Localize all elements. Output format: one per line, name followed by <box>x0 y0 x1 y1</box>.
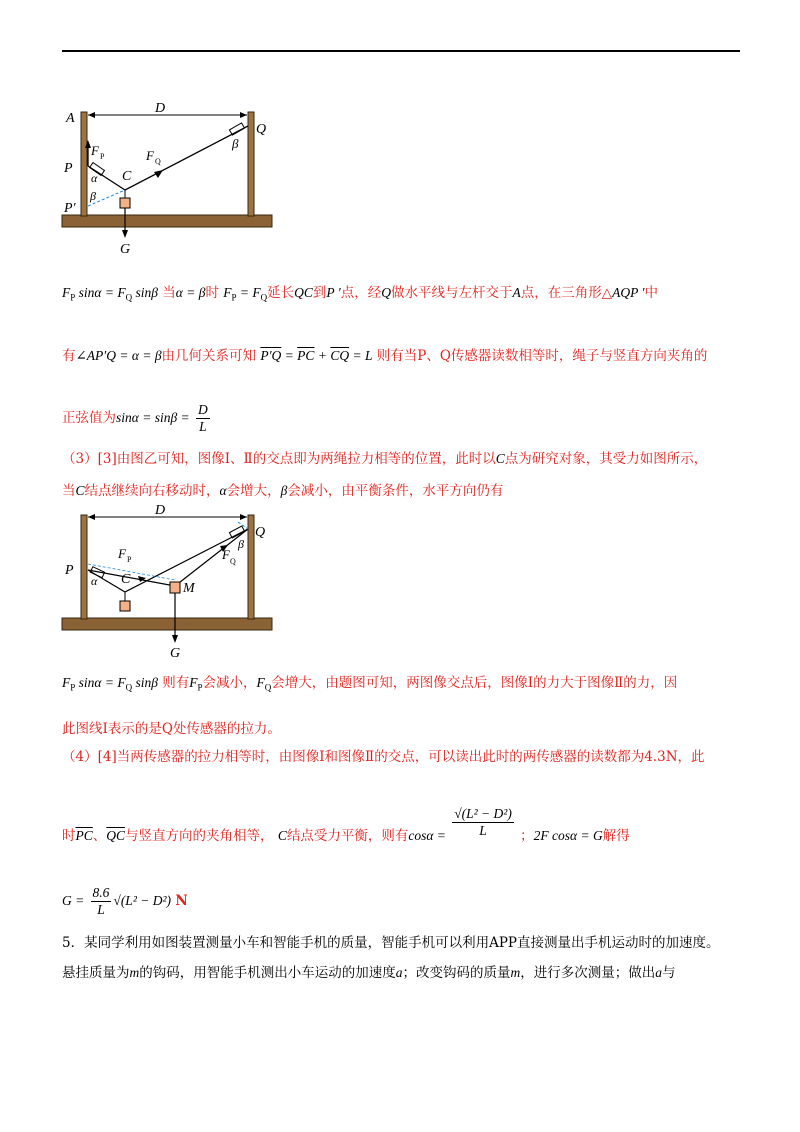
fig2-label-c: C <box>121 572 131 587</box>
label-fq: F <box>146 148 154 163</box>
fig2-label-q: Q <box>255 525 266 540</box>
label-fq-sub: Q <box>155 157 161 166</box>
label-fp-sub: P <box>100 152 105 161</box>
fig2-label-fq-sub: Q <box>230 557 236 566</box>
label-p: P <box>64 161 73 176</box>
question-5-line-1: 5．某同学利用如图装置测量小车和智能手机的质量，智能手机可以利用APP直接测量出手机运动时的加速度。 <box>62 935 720 951</box>
fig2-label-g: G <box>170 646 181 660</box>
para-3-line-1: （3）[3]由图乙可知，图像Ⅰ、Ⅱ的交点即为两绳拉力相等的位置，此时以C点为研究对象，其受力如图所示， <box>62 451 708 467</box>
text-line-2: 有∠AP′Q = α = β由几何关系可知 $P'Q = \overline{PC} + \overline{CQ} = L$ 则有当P、Q传感器读数相等时，绳子与竖直方向夹角的 <box>62 348 708 364</box>
fig2-label-d: D <box>155 503 166 518</box>
fraction-root-over-l: $\frac{\text{√(L² − D²)}}{L}$ <box>454 806 512 838</box>
label-p-prime: P′ <box>64 201 76 216</box>
fig2-label-p: P <box>65 563 74 578</box>
label-fp: F <box>91 143 99 158</box>
fig2-label-fp: F <box>118 546 126 561</box>
label-q: Q <box>256 122 267 137</box>
para-4-line-1: （4）[4]当两传感器的拉力相等时，由图像Ⅰ和图像Ⅱ的交点，可以读出此时的两传感器的读数都为4.3N，此 <box>62 749 705 765</box>
label-d: D <box>155 101 166 116</box>
fig2-label-m: M <box>183 581 195 596</box>
fraction-8-6-over-l: $\frac{8.6}{L}$ <box>92 885 110 917</box>
fig2-label-alpha: α <box>91 574 98 588</box>
fig2-label-fp-sub: P <box>127 555 132 564</box>
text-line-6: 时$\overline{PC}$、$\overline{QC}$与竖直方向的夹角相等， C结点受力平衡，则有cosα = $\frac{\text{√(L² − D²)}}{L}$ ；2F cosα = G解得 <box>62 806 630 844</box>
label-g: G <box>120 242 131 257</box>
label-alpha: α <box>91 171 98 185</box>
fig2-label-fq: F <box>222 547 230 562</box>
text-line-5: 此图线Ⅰ表示的是Q处传感器的拉力。 <box>62 721 281 737</box>
label-c: C <box>122 169 132 184</box>
para-3-line-2: 当C结点继续向右移动时，α会增大，β会减小，由平衡条件，水平方向仍有 <box>62 483 504 499</box>
figure-1-diagram <box>58 100 278 260</box>
text-line-7: G = $\frac{8.6}{L}$ √(L² − D²) N <box>62 885 188 917</box>
text-line-1: $F_P$ $\sin\alpha = F_Q$ sinβ 当α = β时 $F_P = F_Q$延长QC到P ′点，经Q做水平线与左杆交于A点，在三角形△AQP ′中 <box>62 285 658 303</box>
fraction-d-over-l: $\frac{D}{L}$ <box>197 402 208 434</box>
header-rule <box>62 50 740 52</box>
label-beta-1: β <box>232 136 239 151</box>
fig2-label-beta: β <box>238 537 244 551</box>
question-5-line-2: 悬挂质量为m的钩码，用智能手机测出小车运动的加速度a；改变钩码的质量m，进行多次测量；做出a与 <box>62 965 676 981</box>
label-beta-2: β <box>90 189 96 203</box>
figure-2-diagram <box>58 502 278 660</box>
text-line-3: 正弦值为sinα = sinβ = $\frac{D}{L}$ <box>62 402 208 434</box>
label-a: A <box>66 111 75 126</box>
text-line-4: $F_P$ $\sin\alpha = F_Q$ sinβ 则有$F_P$会减小，$F_Q$会增大，由题图可知，两图像交点后，图像Ⅰ的力大于图像Ⅱ的力，因 <box>62 675 678 693</box>
